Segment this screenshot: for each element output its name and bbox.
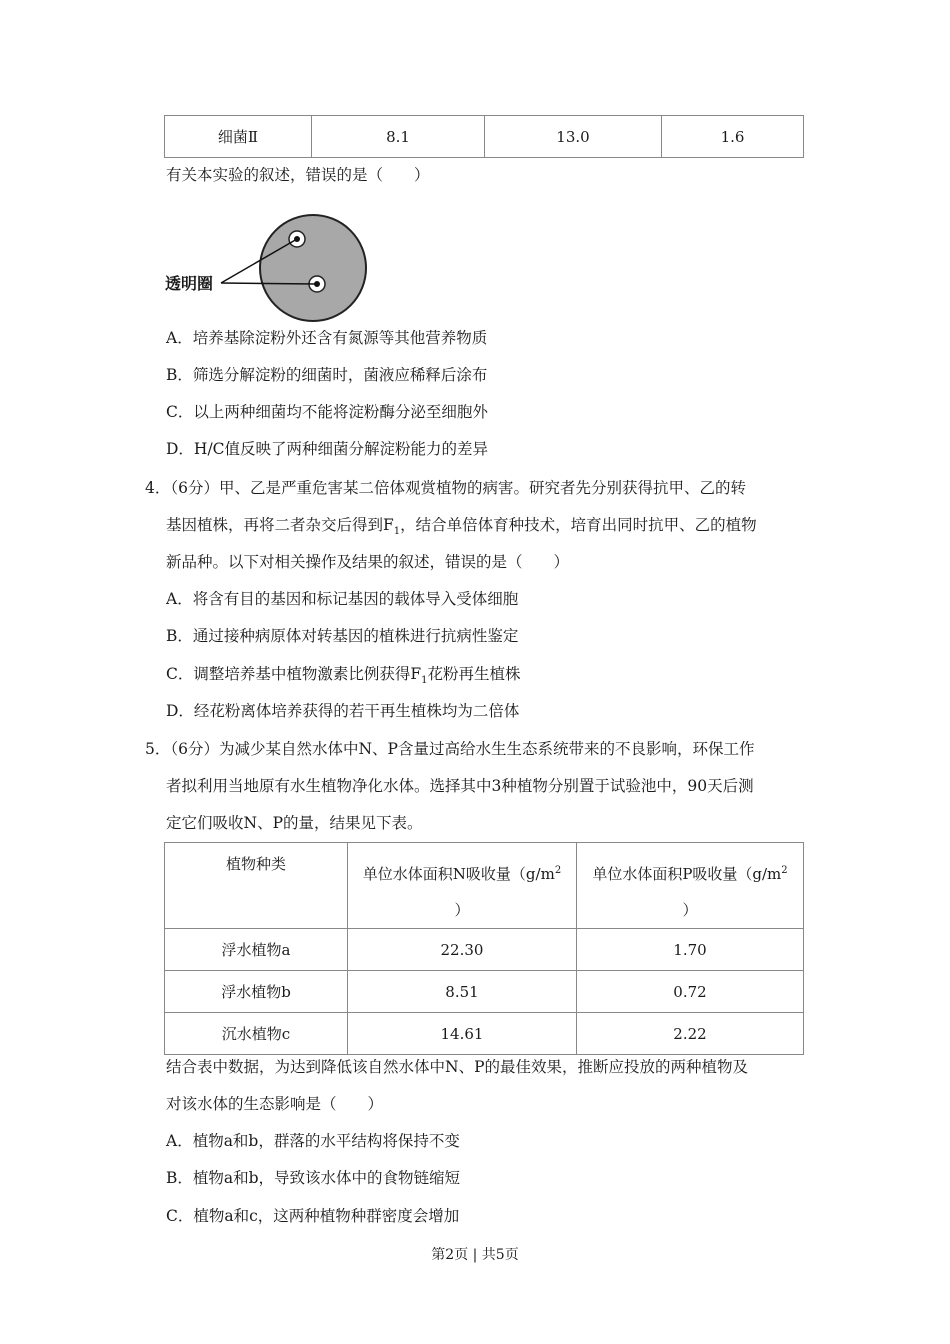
q4-text: ，结合单倍体育种技术，培育出同时抗甲、乙的植物	[400, 516, 757, 534]
culture-plate-drawing	[165, 212, 375, 324]
table-cell: 沉水植物c	[165, 1013, 348, 1055]
table-cell: 13.0	[485, 116, 662, 158]
q4-option-a: A．将含有目的基因和标记基因的载体导入受体细胞	[166, 590, 519, 608]
q5-followup-line1: 结合表中数据，为达到降低该自然水体中N、P的最佳效果，推断应投放的两种植物及	[166, 1058, 748, 1076]
q3-option-c: C．以上两种细菌均不能将淀粉酶分泌至细胞外	[166, 403, 488, 421]
q4-text: C．调整培养基中植物激素比例获得F	[166, 665, 422, 683]
header-cell	[577, 843, 804, 929]
superscript: 2	[781, 865, 788, 876]
page-footer: 第2页 | 共5页	[431, 1247, 519, 1263]
header-text: ）	[454, 901, 470, 919]
q5-option-b: B．植物a和b，导致该水体中的食物链缩短	[166, 1169, 461, 1187]
bacteria-table	[164, 115, 804, 158]
table-row	[165, 929, 804, 971]
table-cell: 8.1	[312, 116, 485, 158]
q3-option-b: B．筛选分解淀粉的细菌时，菌液应稀释后涂布	[166, 366, 488, 384]
q4-stem-line1: 4．（6分）甲、乙是严重危害某二倍体观赏植物的病害。研究者先分别获得抗甲、乙的转	[145, 479, 746, 497]
table-row	[165, 1013, 804, 1055]
q5-stem-line1: 5．（6分）为减少某自然水体中N、P含量过高给水生生态系统带来的不良影响，环保工作	[145, 740, 755, 758]
table-row	[165, 971, 804, 1013]
q5-option-a: A．植物a和b，群落的水平结构将保持不变	[166, 1132, 460, 1150]
table-cell: 0.72	[577, 971, 804, 1013]
q4-text: 花粉再生植株	[427, 665, 521, 683]
table-cell: 1.6	[662, 116, 804, 158]
q5-followup-line2: 对该水体的生态影响是（ ）	[166, 1095, 384, 1113]
header-cell: 植物种类	[165, 843, 348, 929]
table-row	[165, 116, 804, 158]
table-cell: 浮水植物b	[165, 971, 348, 1013]
q3-option-d: D．H/C值反映了两种细菌分解淀粉能力的差异	[166, 440, 489, 458]
superscript: 2	[554, 865, 562, 876]
table-cell: 1.70	[577, 929, 804, 971]
subscript: 1	[421, 675, 428, 687]
q3-stem: 有关本实验的叙述，错误的是（ ）	[166, 166, 430, 184]
table-cell: 22.30	[348, 929, 577, 971]
table-header-row	[165, 843, 804, 929]
table-cell: 细菌Ⅱ	[165, 116, 312, 158]
subscript: 1	[393, 526, 401, 538]
header-text: ）	[682, 901, 698, 919]
q3-option-a: A．培养基除淀粉外还含有氮源等其他营养物质	[166, 329, 488, 347]
plant-absorption-table	[164, 842, 804, 1055]
q5-stem-line2: 者拟利用当地原有水生植物净化水体。选择其中3种植物分别置于试验池中，90天后测	[166, 777, 754, 795]
q5-option-c: C．植物a和c，这两种植物种群密度会增加	[166, 1207, 460, 1225]
table-cell: 2.22	[577, 1013, 804, 1055]
q4-text: 基因植株，再将二者杂交后得到F	[166, 516, 394, 534]
header-text: 单位水体面积P吸收量（g/m	[592, 865, 782, 883]
table-cell: 浮水植物a	[165, 929, 348, 971]
culture-plate-figure	[165, 212, 375, 324]
table-cell: 14.61	[348, 1013, 577, 1055]
table-cell: 8.51	[348, 971, 577, 1013]
q4-stem-line2	[166, 515, 757, 542]
q4-option-b: B．通过接种病原体对转基因的植株进行抗病性鉴定	[166, 627, 519, 645]
q4-option-d: D．经花粉离体培养获得的若干再生植株均为二倍体	[166, 702, 520, 720]
q4-option-c	[166, 664, 521, 691]
clear-zone-label: 透明圈	[165, 274, 214, 293]
header-cell	[348, 843, 577, 929]
q4-stem-line3: 新品种。以下对相关操作及结果的叙述，错误的是（ ）	[166, 553, 570, 571]
header-text: 单位水体面积N吸收量（g/m	[362, 865, 555, 883]
q5-stem-line3: 定它们吸收N、P的量，结果见下表。	[166, 814, 423, 832]
